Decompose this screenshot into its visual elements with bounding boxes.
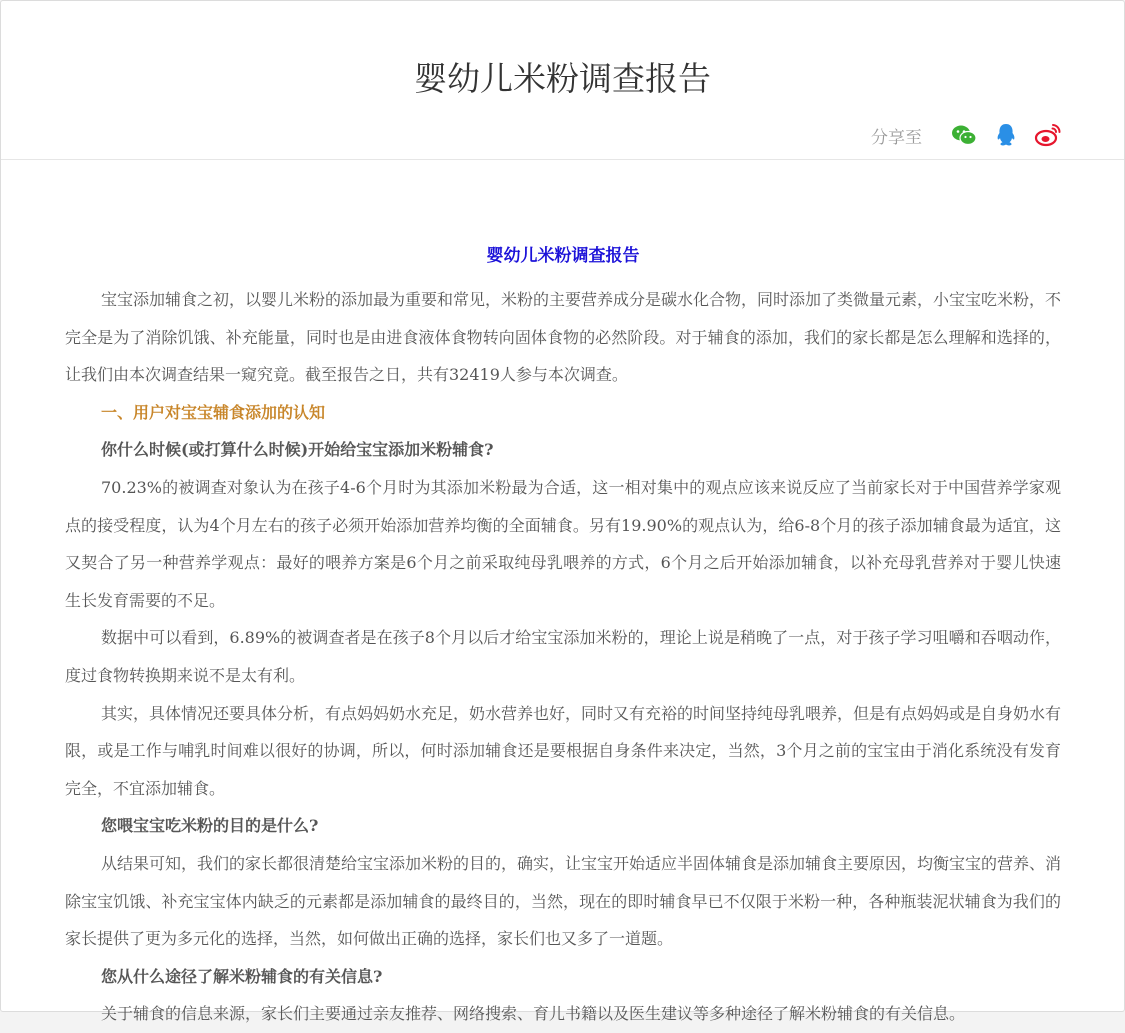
article-title: 婴幼儿米粉调查报告 [486,246,640,266]
page-header [1,1,1124,160]
question-heading: 您喂宝宝吃米粉的目的是什么? [101,816,319,836]
paragraph: 从结果可知，我们的家长都很清楚给宝宝添加米粉的目的，确实，让宝宝开始适应半固体辅食是添加辅食主要原因，均衡宝宝的营养、消除宝宝饥饿、补充宝宝体内缺乏的元素都是添加辅食的最终目的，当然，现在的即时辅食早已不仅限于米粉一种，各种瓶装泥状辅食为我们的家长提供了更为多元化的选择，当然，如何做出正确的选择，家长们也又多了一道题。 [65,853,1062,949]
share-bar [871,119,1062,151]
paragraph: 其实，具体情况还要具体分析，有点妈妈奶水充足，奶水营养也好，同时又有充裕的时间坚持纯母乳喂养，但是有点妈妈或是自身奶水有限，或是工作与哺乳时间难以很好的协调，所以，何时添加辅食还是要根据自身条件来决定，当然，3个月之前的宝宝由于消化系统没有发育完全，不宜添加辅食。 [65,703,1062,798]
intro-paragraph: 宝宝添加辅食之初，以婴儿米粉的添加最为重要和常见，米粉的主要营养成分是碳水化合物，同时添加了类微量元素，小宝宝吃米粉，不完全是为了消除饥饿、补充能量，同时也是由进食液体食物转向固体食物的必然阶段。对于辅食的添加，我们的家长都是怎么理解和选择的，让我们由本次调查结果一窥究竟。截至报告之日，共有32419人参与本次调查。 [65,290,1062,385]
paragraph: 数据中可以看到，6.89%的被调查者是在孩子8个月以后才给宝宝添加米粉的，理论上说是稍晚了一点，对于孩子学习咀嚼和吞咽动作，度过食物转换期来说不是太有利。 [65,628,1061,685]
weibo-icon[interactable] [1034,121,1062,149]
page-title: 婴幼儿米粉调查报告 [414,59,711,98]
share-label: 分享至 [871,127,922,148]
paragraph: 70.23%的被调查对象认为在孩子4-6个月时为其添加米粉最为合适，这一相对集中的观点应该来说反应了当前家长对于中国营养学家观点的接受程度，认为4个月左右的孩子必须开始添加营养均衡的全面辅食。另有19.90%的观点认为，给6-8个月的孩子添加辅食最为适宜，这又契合了另一种营养学观点：最好的喂养方案是6个月之前采取纯母乳喂养的方式，6个月之后开始添加辅食，以补充母乳营养对于婴儿快速生长发育需要的不足。 [65,477,1061,610]
article-content [65,231,1061,1033]
wechat-icon[interactable] [950,121,978,149]
question-heading: 您从什么途径了解米粉辅食的有关信息? [101,966,383,986]
paragraph: 关于辅食的信息来源，家长们主要通过亲友推荐、网络搜索、育儿书籍以及医生建议等多种途径了解米粉辅食的有关信息。 [101,1004,966,1024]
qq-icon[interactable] [992,121,1020,149]
section-heading: 一、用户对宝宝辅食添加的认知 [101,402,326,422]
question-heading: 你什么时候(或打算什么时候)开始给宝宝添加米粉辅食? [101,440,494,460]
